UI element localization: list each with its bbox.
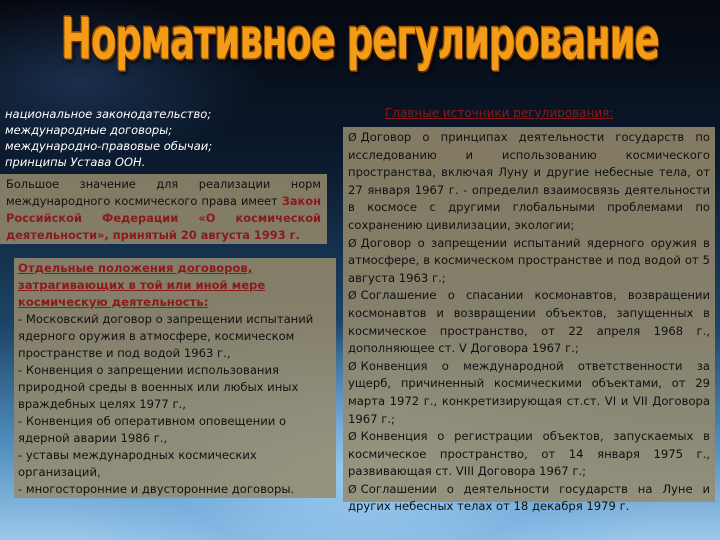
source-item <box>348 481 710 516</box>
provision-item: - Конвенция об оперативном оповещении о ядерной аварии 1986 г., <box>18 414 287 445</box>
bullet-arrow-icon: Ø <box>348 289 357 303</box>
provision-item: - многосторонние и двусторонние договоры. <box>18 482 295 496</box>
page-title: Нормативное регулирование <box>61 6 659 73</box>
intro-line: международно-правовые обычаи; <box>5 139 213 153</box>
source-item <box>348 358 710 428</box>
source-text: Договор о принципах деятельности государств по исследованию и использованию космического пространства, включая Луну и другие небесные тела, от 27 января 1967 г. - определил взаимосвязь деятельности в космосе с другими глобальными проблемами по сохранению цивилизации, экологии; <box>348 130 710 232</box>
law-note-highlight: Закон Российской Федерации «О космической деятельности», принятый 20 августа 1993 г. <box>6 194 321 242</box>
intro-line: национальное законодательство; <box>5 107 212 121</box>
bullet-arrow-icon: Ø <box>348 482 357 496</box>
sources-list-intro <box>5 106 325 170</box>
bullet-arrow-icon: Ø <box>348 430 357 444</box>
provisions-panel <box>14 258 336 498</box>
source-text: Соглашение о спасании космонавтов, возвращении космонавтов и возвращении объектов, запущенных в космическое пространство, от 22 апреля 1968 г., дополняющее ст. V Договора 1967 г.; <box>348 288 710 356</box>
bullet-arrow-icon: Ø <box>348 359 357 373</box>
sources-heading: Главные источники регулирования: <box>385 106 614 120</box>
provision-item: - Московский договор о запрещении испытаний ядерного оружия в атмосфере, космическом пространстве и под водой 1963 г., <box>18 312 314 360</box>
source-text: Конвенция о регистрации объектов, запускаемых в космическое пространство, от 14 января 1975 г., развивающая ст. VIII Договора 1967 г.; <box>348 429 710 479</box>
source-text: Договор о запрещении испытаний ядерного оружия в атмосфере, в космическом пространстве и под водой от 5 августа 1963 г.; <box>348 235 710 285</box>
bullet-arrow-icon: Ø <box>348 131 357 144</box>
source-text: Соглашении о деятельности государств на Луне и других небесных телах от 18 декабря 1979 г. <box>348 481 710 514</box>
law-note-text: Большое значение для реализации норм международного космического права имеет <box>6 177 321 208</box>
source-item <box>348 428 710 481</box>
intro-line: принципы Устава ООН. <box>5 155 146 169</box>
bullet-arrow-icon: Ø <box>348 236 357 250</box>
intro-line: международные договоры; <box>5 123 173 137</box>
provisions-heading: Отдельные положения договоров, затрагивающих в той или иной мере космическую деятельность: <box>18 261 266 309</box>
sources-panel <box>343 127 715 514</box>
source-item <box>348 129 710 235</box>
source-text: Конвенция о международной ответственности за ущерб, причиненный космическими объектами, от 29 марта 1972 г., конкретизирующая ст.ст. VI и VII Договора 1967 г.; <box>348 358 710 426</box>
law-note-panel <box>0 174 327 244</box>
source-item <box>348 287 710 357</box>
source-item <box>348 235 710 288</box>
provision-item: - Конвенция о запрещении использования природной среды в военных или любых иных враждебных целях 1977 г., <box>18 363 299 411</box>
provision-item: - уставы международных космических организаций, <box>18 448 257 479</box>
